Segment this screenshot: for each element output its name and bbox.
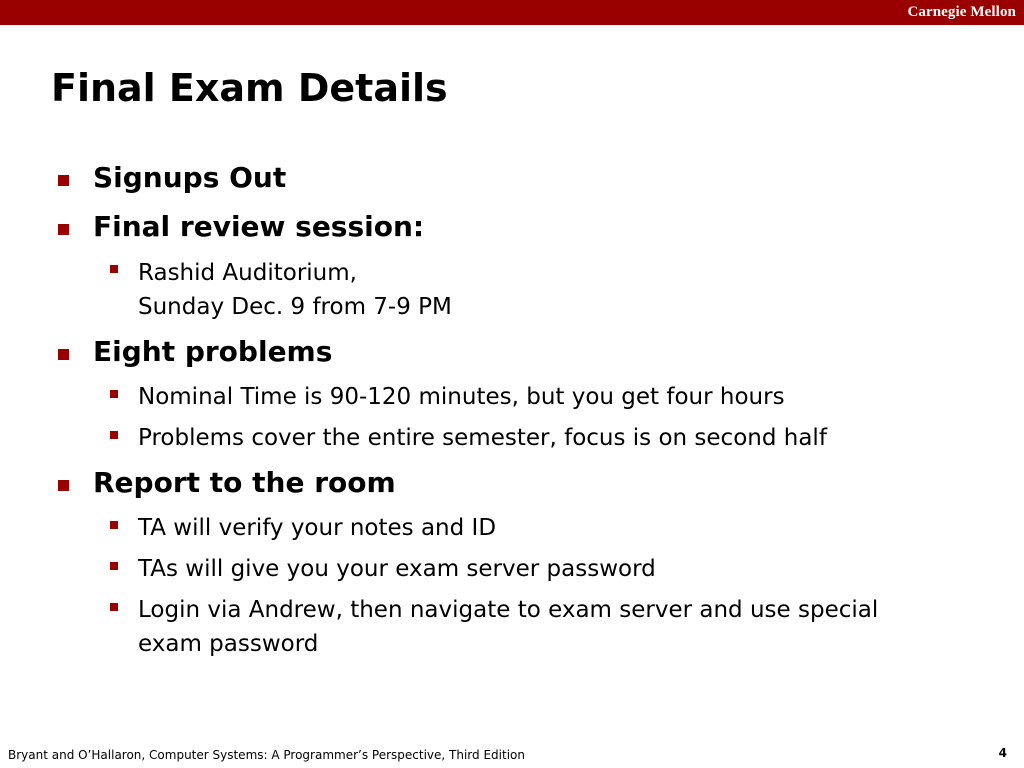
- sub-item-line: TAs will give you your exam server password: [138, 556, 656, 582]
- page-number: 4: [998, 746, 1007, 760]
- sub-bullet-square-icon: [110, 603, 118, 611]
- sub-item-line: Sunday Dec. 9 from 7-9 PM: [138, 294, 452, 320]
- sub-item-line: TA will verify your notes and ID: [138, 515, 497, 541]
- section-heading: Eight problems: [93, 335, 333, 368]
- sub-item-line: exam password: [138, 631, 319, 657]
- sub-item-line: Login via Andrew, then navigate to exam server and use special: [138, 597, 879, 623]
- footer-citation: Bryant and O’Hallaron, Computer Systems: A Programmer’s Perspective, Third Edition: [8, 748, 525, 762]
- bullet-square-icon: [58, 224, 69, 235]
- brand-label: Carnegie Mellon: [907, 4, 1016, 20]
- header-bar: [0, 0, 1024, 25]
- sub-bullet-square-icon: [110, 390, 118, 398]
- sub-item-line: Rashid Auditorium,: [138, 260, 357, 286]
- sub-item-line: Nominal Time is 90-120 minutes, but you get four hours: [138, 384, 785, 410]
- bullet-square-icon: [58, 175, 69, 186]
- sub-bullet-square-icon: [110, 431, 118, 439]
- sub-bullet-square-icon: [110, 265, 118, 273]
- sub-bullet-square-icon: [110, 521, 118, 529]
- bullet-square-icon: [58, 480, 69, 491]
- sub-bullet-square-icon: [110, 562, 118, 570]
- bullet-square-icon: [58, 349, 69, 360]
- section-heading: Final review session:: [93, 210, 425, 243]
- section-heading: Signups Out: [93, 161, 287, 194]
- section-heading: Report to the room: [93, 466, 396, 499]
- sub-item-line: Problems cover the entire semester, focus is on second half: [138, 425, 827, 451]
- slide-title: Final Exam Details: [51, 66, 448, 110]
